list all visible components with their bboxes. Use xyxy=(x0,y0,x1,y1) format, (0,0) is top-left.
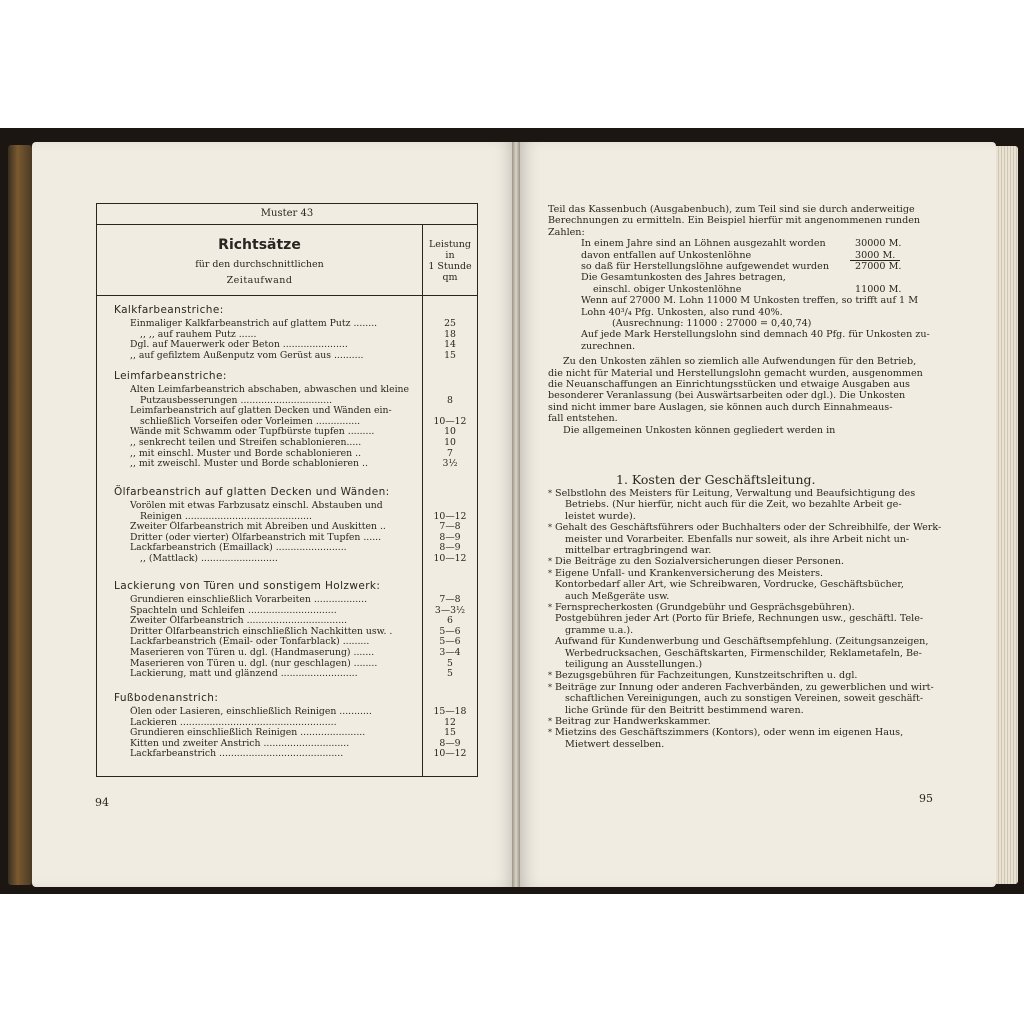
table-row-value: 7—8 xyxy=(439,521,461,533)
text-line: fall entstehen. xyxy=(548,413,618,425)
table-row-label: Lackfarbeanstrich .......................................... xyxy=(130,748,344,760)
calc-value: 30000 M. xyxy=(855,238,902,250)
calc-label: einschl. obiger Unkostenlöhne xyxy=(593,283,742,295)
table-row-value: 5 xyxy=(447,657,453,669)
table-row-label: Grundieren einschließlich Reinigen ...................... xyxy=(130,727,366,739)
table-row-value: 25 xyxy=(444,318,456,329)
list-item-line: auch Meßgeräte usw. xyxy=(565,590,670,602)
table-row-label: Grundieren einschließlich Vorarbeiten .................. xyxy=(130,594,368,605)
text-line: die nicht für Material und Herstellungslohn gemacht wurden, ausgenommen xyxy=(548,367,923,379)
section-title: Leimfarbeanstriche: xyxy=(114,370,227,382)
list-item-line: Die Beiträge zu den Sozialversicherungen dieser Personen. xyxy=(555,556,844,568)
table-row-label: ,, auf gefilztem Außenputz vom Gerüst aus .......... xyxy=(130,349,364,361)
table-row-value: 8—9 xyxy=(439,531,461,543)
table-row-value: 10—12 xyxy=(433,510,467,522)
bullet-star: * xyxy=(548,557,552,567)
list-item-line: Postgebühren jeder Art (Porto für Briefe, Rechnungen usw., geschäftl. Tele- xyxy=(555,613,924,625)
bullet-star: * xyxy=(548,489,552,498)
table-row-label: Maserieren von Türen u. dgl. (nur geschlagen) ........ xyxy=(130,657,378,669)
table-row-label: Dritter (oder vierter) Ölfarbeanstrich mit Tupfen ...... xyxy=(130,531,382,543)
table-row-label: Lackierung, matt und glänzend .......................... xyxy=(130,668,358,680)
list-item-line: gramme u.a.). xyxy=(565,624,634,636)
table-row-label: ,, senkrecht teilen und Streifen schablonieren..... xyxy=(130,437,362,448)
page-edges xyxy=(996,146,1018,884)
list-item-line: Aufwand für Kundenwerbung und Geschäftsempfehlung. (Zeitungsanzeigen, xyxy=(555,636,929,648)
list-item-line: Eigene Unfall- und Krankenversicherung des Meisters. xyxy=(555,567,824,579)
text-line: Lohn 40³/₄ Pfg. Unkosten, also rund 40%. xyxy=(581,306,783,318)
list-item-line: mittelbar ertragbringend war. xyxy=(565,545,712,556)
table-row-label: Wände mit Schwamm oder Tupfbürste tupfen ......... xyxy=(130,426,375,438)
bullet-star: * xyxy=(548,682,552,692)
text-line: Die allgemeinen Unkosten können gegliedert werden in xyxy=(563,424,836,436)
table-row-label: Lackieren ..................................................... xyxy=(130,716,337,728)
table-row-value: 14 xyxy=(444,339,456,351)
page-number-left: 94 xyxy=(95,796,109,809)
table-row-value: 5 xyxy=(447,668,453,680)
list-item-line: meister und Vorarbeiter. Ebenfalls nur soweit, als ihre Arbeit nicht un- xyxy=(565,533,910,545)
section-title: Lackierung von Türen und sonstigem Holzwerk: xyxy=(114,580,381,592)
table-row-value: 15—18 xyxy=(433,706,467,717)
calc-value: 27000 M. xyxy=(855,261,902,272)
table-row-label: Zweiter Ölfarbeanstrich .................................. xyxy=(130,615,348,627)
text-line: (Ausrechnung: 11000 : 27000 = 0,40,74) xyxy=(612,318,812,329)
section-title: Kalkfarbeanstriche: xyxy=(114,304,224,316)
section-title: Ölfarbeanstrich auf glatten Decken und Wänden: xyxy=(114,486,390,498)
text-line: Berechnungen zu ermitteln. Ein Beispiel hierfür mit angenommenen runden xyxy=(548,215,921,227)
bullet-star: * xyxy=(548,717,552,726)
text-line: Auf jede Mark Herstellungslohn sind demnach 40 Pfg. für Unkosten zu- xyxy=(581,329,930,341)
text-line: Zahlen: xyxy=(548,226,585,238)
sum-rule xyxy=(850,260,900,261)
text-line: Wenn auf 27000 M. Lohn 11000 M Unkosten treffen, so trifft auf 1 M xyxy=(581,295,919,307)
calc-label: Die Gesamtunkosten des Jahres betragen, xyxy=(581,272,786,284)
book-cover-edge xyxy=(8,145,32,885)
table-row-label: ,, ,, auf rauhem Putz ...... xyxy=(140,328,257,340)
table-row-label: Einmaliger Kalkfarbeanstrich auf glattem Putz ........ xyxy=(130,318,378,329)
text-line: besonderer Veranlassung (bei Auswärtsarbeiten oder dgl.). Die Unkosten xyxy=(548,390,906,402)
list-item-line: Betriebs. (Nur hierfür, nicht auch für die Zeit, wo bezahlte Arbeit ge- xyxy=(565,499,902,511)
table-row-label: schließlich Vorseifen oder Vorleimen ............... xyxy=(140,415,361,427)
bullet-star: * xyxy=(548,603,552,612)
table-row-label: Zweiter Ölfarbeanstrich mit Abreiben und Auskitten .. xyxy=(130,521,386,533)
section-title: Fußbodenanstrich: xyxy=(114,692,219,704)
table-row-value: 3—3½ xyxy=(434,604,466,616)
calc-value: 3000 M. xyxy=(855,249,896,261)
table-subtitle-2: Zeitaufwand xyxy=(226,275,293,286)
table-row-value: 7—8 xyxy=(439,594,461,605)
page-number-right: 95 xyxy=(919,792,933,805)
list-item-line: Kontorbedarf aller Art, wie Schreibwaren, Vordrucke, Geschäftsbücher, xyxy=(555,579,904,591)
calc-label: In einem Jahre sind an Löhnen ausgezahlt worden xyxy=(581,238,826,250)
table-row-value: 8—9 xyxy=(439,542,461,554)
table-row-label: ,, mit zweischl. Muster und Borde schablonieren .. xyxy=(130,458,368,470)
column-divider xyxy=(422,224,423,776)
list-item-line: Beitrag zur Handwerkskammer. xyxy=(555,716,711,727)
table-row-value: 15 xyxy=(444,727,456,739)
table-row-label: ,, (Mattlack) .......................... xyxy=(140,553,278,564)
table-row-value: 18 xyxy=(444,328,456,340)
table-row-label: Putzausbesserungen ............................... xyxy=(140,394,333,406)
table-row-label: Spachteln und Schleifen .............................. xyxy=(130,604,337,616)
table-subtitle: für den durchschnittlichen xyxy=(195,259,324,270)
list-item-line: Bezugsgebühren für Fachzeitungen, Kunstzeitschriften u. dgl. xyxy=(555,670,858,682)
list-item-line: Beiträge zur Innung oder anderen Fachverbänden, zu gewerblichen und wirt- xyxy=(555,681,934,693)
bullet-star: * xyxy=(548,523,552,533)
table-row-label: Maserieren von Türen u. dgl. (Handmaserung) ....... xyxy=(130,647,375,658)
table-row-label: Vorölen mit etwas Farbzusatz einschl. Abstauben und xyxy=(130,500,383,511)
bullet-star: * xyxy=(548,728,552,738)
table-row-value: 10—12 xyxy=(433,415,467,427)
table-row-label: Dritter Ölfarbeanstrich einschließlich Nachkitten usw. . xyxy=(130,625,393,637)
table-row-label: Ölen oder Lasieren, einschließlich Reinigen ........... xyxy=(130,706,372,717)
table-header xyxy=(97,225,477,296)
list-item-line: schaftlichen Vereinigungen, auch zu sonstigen Vereinen, soweit geschäft- xyxy=(565,693,924,705)
table-row-value: 5—6 xyxy=(439,625,461,637)
text-line: sind nicht immer bare Auslagen, sie können auch durch Einnahmeaus- xyxy=(548,401,893,413)
table-row-label: Reinigen ........................................... xyxy=(140,510,312,522)
bullet-star: * xyxy=(548,671,552,681)
table-row-label: ,, mit einschl. Muster und Borde schablonieren .. xyxy=(130,447,362,459)
text-line: Zu den Unkosten zählen so ziemlich alle Aufwendungen für den Betrieb, xyxy=(563,356,917,368)
leistung-header: Leistung in 1 Stunde qm xyxy=(428,239,472,283)
text-line: die Neuanschaffungen an Einrichtungsstücken und etwaige Ausgaben aus xyxy=(548,379,910,390)
table-row-value: 5—6 xyxy=(439,636,461,648)
table-row-value: 7 xyxy=(447,447,453,459)
list-item-line: Mietwert desselben. xyxy=(565,738,665,750)
table-row-label: Lackfarbeanstrich (Emaillack) ........................ xyxy=(130,542,347,554)
text-line: Teil das Kassenbuch (Ausgabenbuch), zum Teil sind sie durch anderweitige xyxy=(548,204,915,215)
list-item-line: Selbstlohn des Meisters für Leitung, Verwaltung und Beaufsichtigung des xyxy=(555,488,916,499)
table-row-value: 8—9 xyxy=(439,737,461,749)
table-row-value: 10—12 xyxy=(433,553,467,564)
richtsaetze-table xyxy=(96,203,478,777)
table-row-label: Leimfarbeanstrich auf glatten Decken und Wänden ein- xyxy=(130,405,392,417)
list-item-line: Mietzins des Geschäftszimmers (Kontors), oder wenn im eigenen Haus, xyxy=(555,727,904,739)
table-row-value: 10 xyxy=(444,426,456,438)
table-row-label: Dgl. auf Mauerwerk oder Beton ...................... xyxy=(130,339,348,351)
calc-value: 11000 M. xyxy=(855,283,902,295)
list-item-line: Fernsprecherkosten (Grundgebühr und Gesprächsgebühren). xyxy=(555,602,855,613)
list-item-line: Werbedrucksachen, Geschäftskarten, Firmenschilder, Reklametafeln, Be- xyxy=(565,647,922,659)
table-row-value: 6 xyxy=(447,615,453,627)
section-heading: 1. Kosten der Geschäftsleitung. xyxy=(616,472,816,487)
table-title: Richtsätze xyxy=(218,237,301,253)
table-row-value: 12 xyxy=(444,716,456,728)
list-item-line: teiligung an Ausstellungen.) xyxy=(565,659,703,670)
table-row-value: 8 xyxy=(447,394,453,406)
table-row-value: 3½ xyxy=(442,458,458,470)
table-row-value: 3—4 xyxy=(439,647,461,658)
table-row-value: 10—12 xyxy=(433,748,467,760)
table-caption: Muster 43 xyxy=(97,204,477,225)
calc-label: so daß für Herstellungslöhne aufgewendet wurden xyxy=(581,261,830,272)
table-row-label: Kitten und zweiter Anstrich ............................. xyxy=(130,737,350,749)
table-row-label: Lackfarbeanstrich (Email- oder Tonfarblack) ......... xyxy=(130,636,370,648)
bullet-star: * xyxy=(548,568,552,578)
table-row-value: 15 xyxy=(444,349,456,361)
table-row-value: 10 xyxy=(444,437,456,448)
table-row-label: Alten Leimfarbeanstrich abschaben, abwaschen und kleine xyxy=(130,384,410,395)
list-item-line: leistet wurde). xyxy=(565,510,636,522)
list-item-line: Gehalt des Geschäftsführers oder Buchhalters oder der Schreibhilfe, der Werk- xyxy=(555,522,942,534)
list-item-line: liche Gründe für den Beitritt bestimmend waren. xyxy=(565,704,804,716)
calc-label: davon entfallen auf Unkostenlöhne xyxy=(581,249,752,261)
text-line: zurechnen. xyxy=(581,340,636,352)
book-gutter xyxy=(512,142,520,887)
